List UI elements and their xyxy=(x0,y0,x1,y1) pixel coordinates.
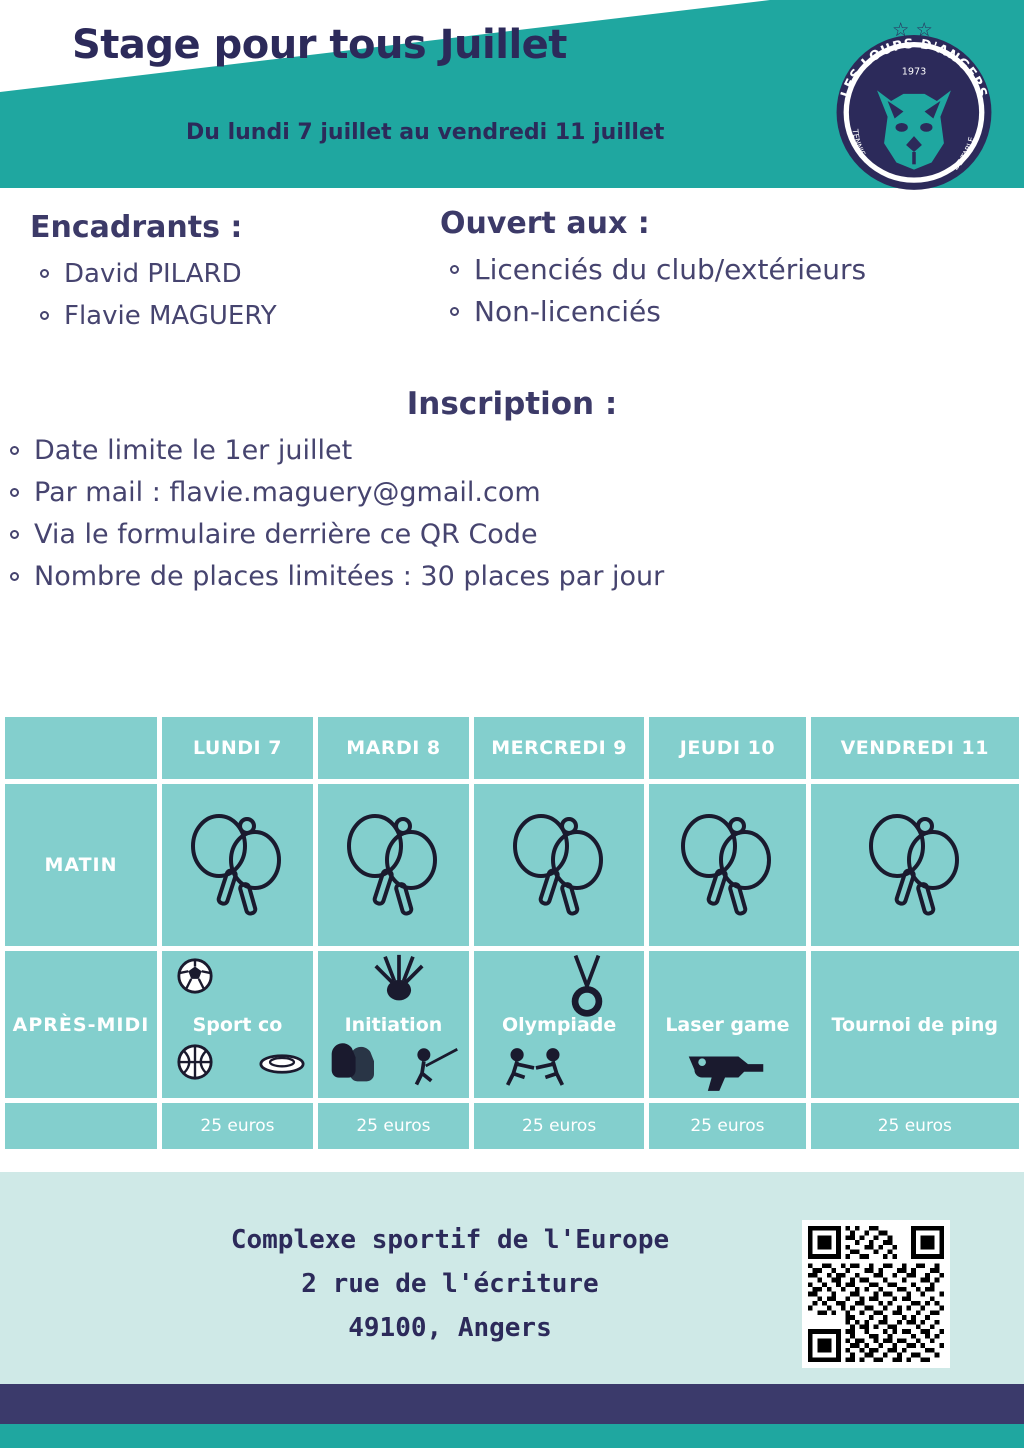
boxing-gloves-icon xyxy=(326,1039,376,1085)
les-loups-dangers-logo xyxy=(826,20,1002,196)
cell-apresmidi-vendredi xyxy=(811,951,1019,1098)
fencing-icon xyxy=(409,1043,461,1087)
frisbee-icon xyxy=(259,1051,305,1077)
svg-text:TENNIS: TENNIS xyxy=(850,128,868,158)
table-row-morning xyxy=(5,784,1019,946)
encadrants-list xyxy=(30,253,420,337)
price-mercredi: 25 euros xyxy=(474,1103,644,1149)
ouvert-list xyxy=(440,249,1010,333)
list-item: Date limite le 1er juillet xyxy=(0,430,1024,472)
row-label-apres-midi: APRÈS-MIDI xyxy=(5,951,157,1098)
list-item: Licenciés du club/extérieurs xyxy=(440,249,1010,291)
day-header-mercredi: MERCREDI 9 xyxy=(474,717,644,779)
ping-pong-icon xyxy=(177,808,297,918)
day-header-mardi: MARDI 8 xyxy=(318,717,469,779)
ping-pong-icon xyxy=(333,808,453,918)
address-line-2: 2 rue de l'écriture xyxy=(301,1269,599,1299)
afternoon-label-lundi: Sport co xyxy=(192,1013,283,1036)
list-item: Par mail : flavie.maguery@gmail.com xyxy=(0,472,1024,514)
day-header-lundi: LUNDI 7 xyxy=(162,717,313,779)
list-item: Flavie MAGUERY xyxy=(30,295,420,337)
wrestling-icon xyxy=(502,1045,568,1089)
price-mardi: 25 euros xyxy=(318,1103,469,1149)
list-item: Nombre de places limitées : 30 places par jour xyxy=(0,556,1024,598)
soccer-ball-icon xyxy=(176,957,214,995)
afternoon-label-jeudi: Laser game xyxy=(665,1013,790,1036)
ping-pong-icon xyxy=(855,808,975,918)
venue-address xyxy=(120,1218,780,1350)
cell-matin-mercredi xyxy=(474,784,644,946)
afternoon-label-mercredi: Olympiade xyxy=(501,1013,617,1036)
table-corner-cell xyxy=(5,717,157,779)
svg-text:DE TABLE: DE TABLE xyxy=(951,135,977,172)
afternoon-label-mardi: Initiation xyxy=(344,1013,443,1036)
price-vendredi: 25 euros xyxy=(811,1103,1019,1149)
planning-table xyxy=(0,712,1024,1154)
afternoon-label-vendredi: Tournoi de ping xyxy=(831,1013,998,1036)
ouvert-block xyxy=(440,206,1010,333)
encadrants-title: Encadrants : xyxy=(30,210,243,245)
medal-icon xyxy=(566,953,608,1023)
address-line-1: Complexe sportif de l'Europe xyxy=(230,1225,670,1255)
footer-teal-band xyxy=(0,1424,1024,1448)
address-line-3: 49100, Angers xyxy=(348,1313,552,1343)
ping-pong-icon xyxy=(499,808,619,918)
inscription-block xyxy=(0,386,1024,598)
laser-gun-icon xyxy=(683,1043,769,1091)
svg-text:1973: 1973 xyxy=(901,66,927,78)
list-item: Via le formulaire derrière ce QR Code xyxy=(0,514,1024,556)
list-item: David PILARD xyxy=(30,253,420,295)
badminton-shuttlecock-icon xyxy=(366,953,432,1005)
table-row-afternoon xyxy=(5,951,1019,1098)
footer-navy-band xyxy=(0,1384,1024,1424)
inscription-list xyxy=(0,430,1024,598)
page-title: Stage pour tous Juillet xyxy=(72,22,567,68)
qr-code-inscription[interactable] xyxy=(802,1220,950,1368)
price-lundi: 25 euros xyxy=(162,1103,313,1149)
day-header-jeudi: JEUDI 10 xyxy=(649,717,805,779)
cell-matin-jeudi xyxy=(649,784,805,946)
cell-matin-lundi xyxy=(162,784,313,946)
inscription-title: Inscription : xyxy=(406,386,618,422)
qr-code-image xyxy=(808,1226,944,1362)
cell-apresmidi-jeudi xyxy=(649,951,805,1098)
table-row-header xyxy=(5,717,1019,779)
list-item: Non-licenciés xyxy=(440,291,1010,333)
encadrants-block xyxy=(30,210,420,337)
price-row-label xyxy=(5,1103,157,1149)
day-header-vendredi: VENDREDI 11 xyxy=(811,717,1019,779)
ping-pong-icon xyxy=(667,808,787,918)
page-subtitle: Du lundi 7 juillet au vendredi 11 juillet xyxy=(186,120,665,145)
table-row-prices xyxy=(5,1103,1019,1149)
basketball-icon xyxy=(176,1043,214,1081)
cell-apresmidi-lundi xyxy=(162,951,313,1098)
cell-matin-vendredi xyxy=(811,784,1019,946)
cell-apresmidi-mardi xyxy=(318,951,469,1098)
row-label-matin: MATIN xyxy=(5,784,157,946)
cell-apresmidi-mercredi xyxy=(474,951,644,1098)
svg-text:☆ ☆: ☆ ☆ xyxy=(892,20,933,41)
ouvert-title: Ouvert aux : xyxy=(440,206,650,241)
cell-matin-mardi xyxy=(318,784,469,946)
svg-text:LES LOUPS D'ANGERS: LES LOUPS D'ANGERS xyxy=(838,36,990,101)
price-jeudi: 25 euros xyxy=(649,1103,805,1149)
